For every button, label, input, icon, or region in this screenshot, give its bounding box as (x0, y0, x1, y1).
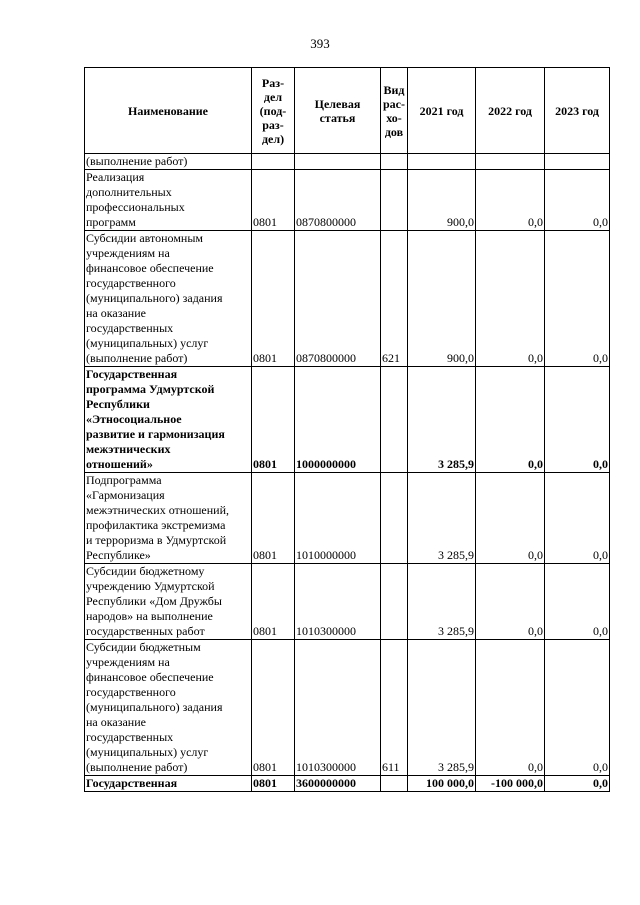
cell-name: Государственная (85, 776, 252, 792)
cell-2023: 0,0 (545, 367, 610, 473)
cell-2022: 0,0 (476, 367, 545, 473)
cell-2022: -100 000,0 (476, 776, 545, 792)
table-row (85, 640, 610, 776)
cell-2022 (476, 154, 545, 170)
table-row (85, 473, 610, 564)
cell-name: Реализация дополнительных профессиональных программ (85, 170, 252, 231)
header-2021: 2021 год (408, 68, 476, 154)
cell-section: 0801 (252, 640, 295, 776)
cell-name: Государственная программа Удмуртской Республики «Этносоциальное развитие и гармонизация межэтнических отношений» (85, 367, 252, 473)
header-article: Целевая статья (295, 68, 381, 154)
cell-section: 0801 (252, 473, 295, 564)
cell-expense-type: 611 (381, 640, 408, 776)
cell-2023: 0,0 (545, 170, 610, 231)
cell-name: (выполнение работ) (85, 154, 252, 170)
header-name: Наименование (85, 68, 252, 154)
table-row (85, 367, 610, 473)
cell-name: Подпрограмма «Гармонизация межэтнических отношений, профилактика экстремизма и терроризма в Удмуртской Республике» (85, 473, 252, 564)
cell-2023: 0,0 (545, 640, 610, 776)
cell-section: 0801 (252, 564, 295, 640)
cell-2021: 3 285,9 (408, 473, 476, 564)
cell-expense-type (381, 473, 408, 564)
cell-expense-type (381, 154, 408, 170)
cell-name: Субсидии автономным учреждениям на финансовое обеспечение государственного (муниципального) задания на оказание государственных (муниципальных) услуг (выполнение работ) (85, 231, 252, 367)
cell-article: 0870800000 (295, 231, 381, 367)
cell-expense-type (381, 367, 408, 473)
header-2022: 2022 год (476, 68, 545, 154)
cell-2021: 3 285,9 (408, 367, 476, 473)
table-row (85, 776, 610, 792)
cell-2023: 0,0 (545, 776, 610, 792)
cell-article: 1010000000 (295, 473, 381, 564)
header-expense-type: Вид рас- хо- дов (381, 68, 408, 154)
cell-2023: 0,0 (545, 564, 610, 640)
cell-article: 0870800000 (295, 170, 381, 231)
header-row (85, 68, 610, 154)
page-number: 393 (310, 36, 330, 51)
cell-expense-type: 621 (381, 231, 408, 367)
cell-section: 0801 (252, 231, 295, 367)
table-row (85, 564, 610, 640)
cell-2022: 0,0 (476, 170, 545, 231)
cell-expense-type (381, 776, 408, 792)
cell-article: 1010300000 (295, 564, 381, 640)
cell-2021: 100 000,0 (408, 776, 476, 792)
table-row (85, 170, 610, 231)
cell-name: Субсидии бюджетному учреждению Удмуртской Республики «Дом Дружбы народов» на выполнение государственных работ (85, 564, 252, 640)
cell-2023: 0,0 (545, 231, 610, 367)
cell-2022: 0,0 (476, 640, 545, 776)
cell-2021: 900,0 (408, 231, 476, 367)
cell-2023: 0,0 (545, 473, 610, 564)
cell-2021: 3 285,9 (408, 640, 476, 776)
cell-2021: 900,0 (408, 170, 476, 231)
header-2023: 2023 год (545, 68, 610, 154)
cell-article: 1010300000 (295, 640, 381, 776)
table-row (85, 231, 610, 367)
cell-article (295, 154, 381, 170)
cell-article: 3600000000 (295, 776, 381, 792)
cell-section: 0801 (252, 776, 295, 792)
cell-2022: 0,0 (476, 564, 545, 640)
cell-expense-type (381, 170, 408, 231)
cell-2022: 0,0 (476, 473, 545, 564)
table-body (85, 154, 610, 792)
cell-expense-type (381, 564, 408, 640)
cell-2021 (408, 154, 476, 170)
budget-table (84, 67, 610, 792)
header-section: Раз- дел (под- раз- дел) (252, 68, 295, 154)
cell-article: 1000000000 (295, 367, 381, 473)
cell-section: 0801 (252, 367, 295, 473)
cell-name: Субсидии бюджетным учреждениям на финансовое обеспечение государственного (муниципального) задания на оказание государственных (муниципальных) услуг (выполнение работ) (85, 640, 252, 776)
cell-section: 0801 (252, 170, 295, 231)
cell-2023 (545, 154, 610, 170)
cell-2022: 0,0 (476, 231, 545, 367)
cell-2021: 3 285,9 (408, 564, 476, 640)
cell-section (252, 154, 295, 170)
table-row (85, 154, 610, 170)
